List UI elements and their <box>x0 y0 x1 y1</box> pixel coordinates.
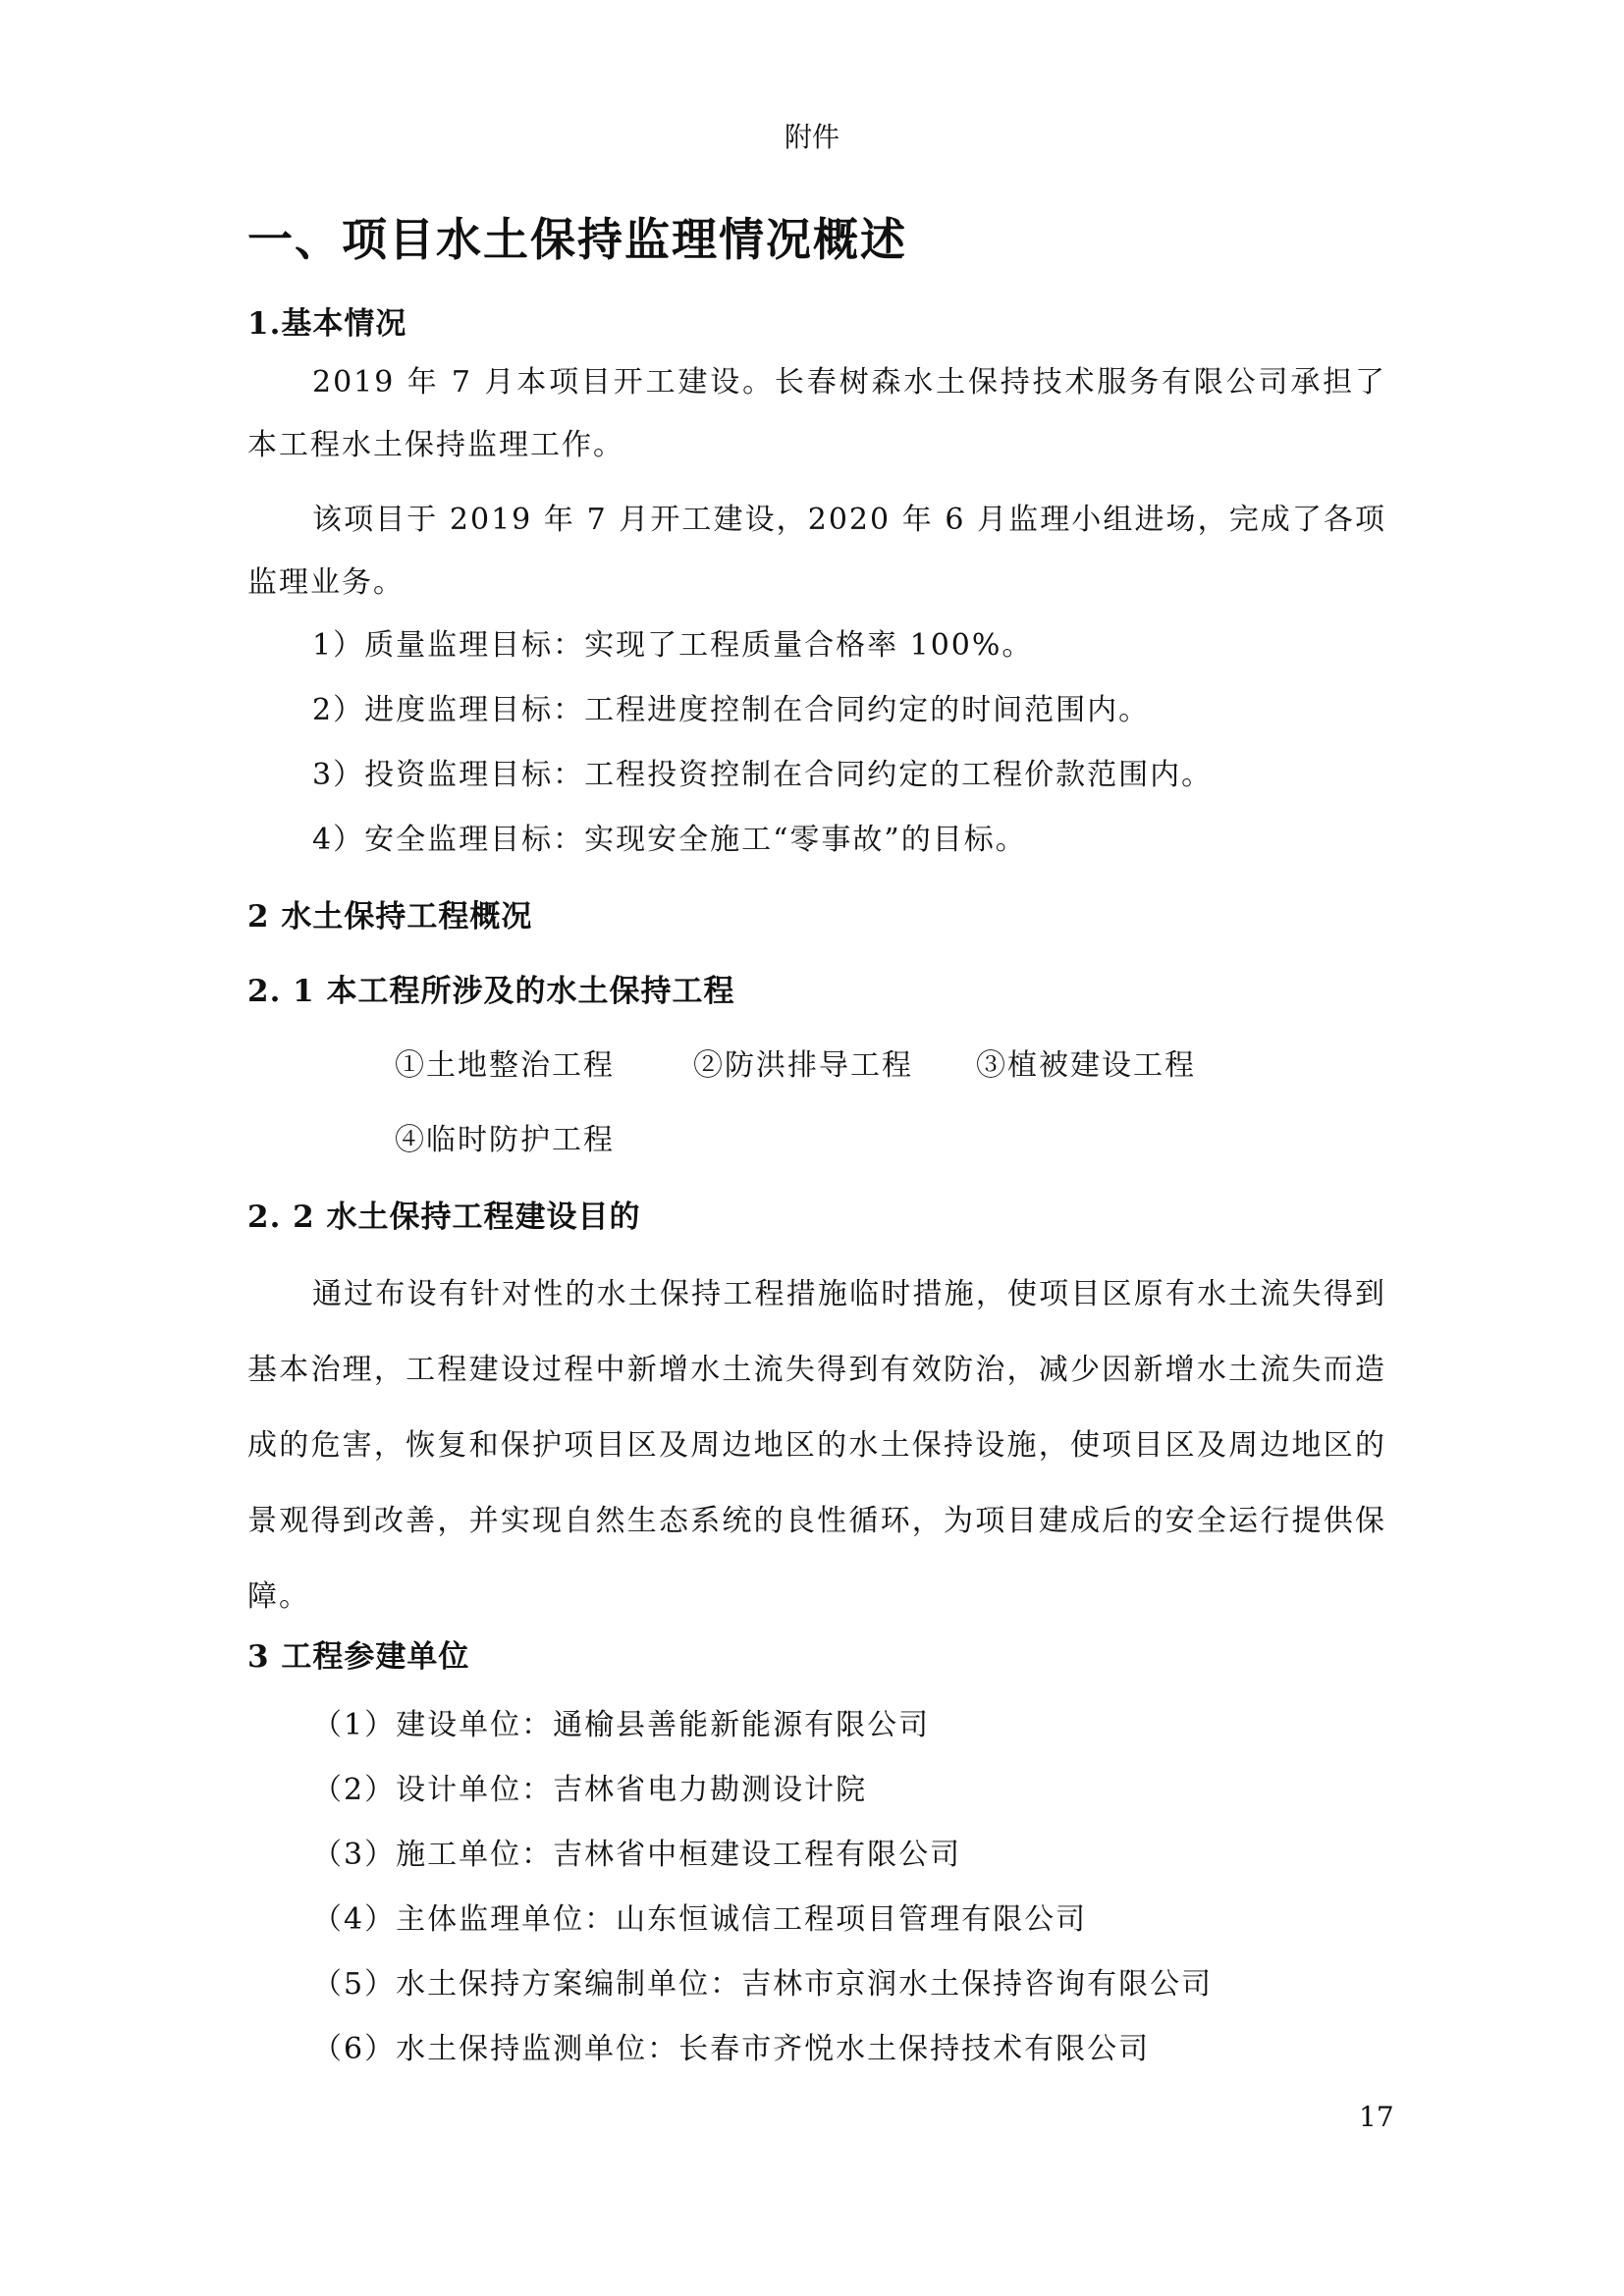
section-heading-overview: 2 水土保持工程概况 <box>247 899 533 934</box>
unit-item: （2）设计单位：吉林省电力勘测设计院 <box>312 1773 868 1807</box>
project-item: ①土地整治工程 <box>395 1048 615 1083</box>
unit-item: （1）建设单位：通榆县善能新能源有限公司 <box>312 1708 931 1742</box>
project-item: ④临时防护工程 <box>395 1123 615 1157</box>
section-purpose-body <box>247 1256 1386 1634</box>
subsection-heading-purpose: 2. 2 水土保持工程建设目的 <box>247 1200 641 1235</box>
subsection-heading-projects: 2. 1 本工程所涉及的水土保持工程 <box>247 974 735 1009</box>
project-item: ③植被建设工程 <box>976 1048 1196 1083</box>
paragraph: 该项目于 2019 年 7 月开工建设，2020 年 6 月监理小组进场，完成了各项监理业务。 <box>247 503 1386 600</box>
goal-item: 1）质量监理目标：实现了工程质量合格率 100%。 <box>312 628 1034 663</box>
page-number: 17 <box>1359 2101 1394 2133</box>
goal-item: 3）投资监理目标：工程投资控制在合同约定的工程价款范围内。 <box>312 758 1214 792</box>
unit-item: （4）主体监理单位：山东恒诚信工程项目管理有限公司 <box>312 1902 1088 1937</box>
goal-item: 2）进度监理目标：工程进度控制在合同约定的时间范围内。 <box>312 693 1151 727</box>
goal-item: 4）安全监理目标：实现安全施工“零事故”的目标。 <box>312 823 1027 857</box>
unit-item: （3）施工单位：吉林省中桓建设工程有限公司 <box>312 1838 962 1872</box>
unit-item: （5）水土保持方案编制单位：吉林市京润水土保持咨询有限公司 <box>312 1967 1214 2002</box>
unit-item: （6）水土保持监测单位：长春市齐悦水土保持技术有限公司 <box>312 2032 1151 2066</box>
attachment-label: 附件 <box>784 121 839 153</box>
project-item: ②防洪排导工程 <box>693 1048 913 1083</box>
section-basic-body <box>247 351 1386 614</box>
paragraph: 通过布设有针对性的水土保持工程措施临时措施，使项目区原有水土流失得到基本治理，工程建设过程中新增水土流失得到有效防治，减少因新增水土流失而造成的危害，恢复和保护项目区及周边地区的水土保持设施，使项目区及周边地区的景观得到改善，并实现自然生态系统的良性循环，为项目建成后的安全运行提供保障。 <box>247 1277 1386 1614</box>
section-heading-units: 3 工程参建单位 <box>247 1639 470 1675</box>
section-heading-basic: 1.基本情况 <box>247 306 407 342</box>
page-title: 一、项目水土保持监理情况概述 <box>247 213 907 266</box>
paragraph: 2019 年 7 月本项目开工建设。长春树森水土保持技术服务有限公司承担了本工程水土保持监理工作。 <box>247 365 1386 462</box>
